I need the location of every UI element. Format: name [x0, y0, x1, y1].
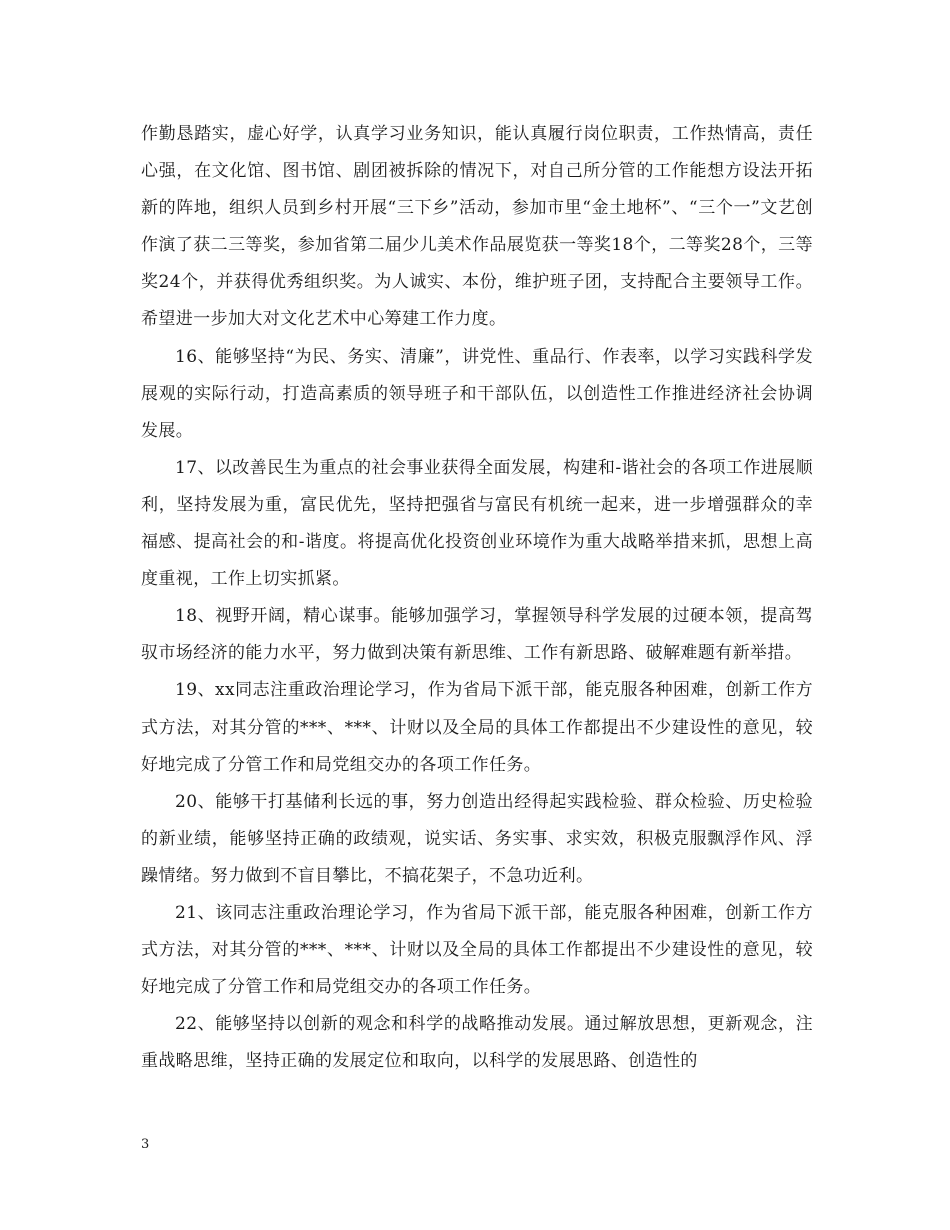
paragraph-19: 19、xx同志注重政治理论学习，作为省局下派干部，能克服各种困难，创新工作方式方法，对其分管的***、***、计财以及全局的具体工作都提出不少建设性的意见，较好地完成了分管工作和局党组交办的各项工作任务。 — [141, 680, 813, 775]
paragraph-22: 22、能够坚持以创新的观念和科学的战略推动发展。通过解放思想，更新观念，注重战略思维，坚持正确的发展定位和取向，以科学的发展思路、创造性的 — [141, 1014, 813, 1072]
paragraph-20: 20、能够干打基储利长远的事，努力创造出经得起实践检验、群众检验、历史检验的新业绩，能够坚持正确的政绩观，说实话、务实事、求实效，积极克服飘浮作风、浮躁情绪。努力做到不盲目攀比，不搞花架子，不急功近利。 — [141, 791, 813, 886]
paragraph-17: 17、以改善民生为重点的社会事业获得全面发展，构建和-谐社会的各项工作进展顺利，坚持发展为重，富民优先，坚持把强省与富民有机统一起来，进一步增强群众的幸福感、提高社会的和-谐度。将提高优化投资创业环境作为重大战略举措来抓，思想上高度重视，工作上切实抓紧。 — [141, 457, 813, 590]
paragraph-21: 21、该同志注重政治理论学习，作为省局下派干部，能克服各种困难，创新工作方式方法，对其分管的***、***、计财以及全局的具体工作都提出不少建设性的意见，较好地完成了分管工作和局党组交办的各项工作任务。 — [141, 902, 813, 998]
page-number: 3 — [141, 1137, 150, 1152]
paragraph-continuation: 作勤恳踏实，虚心好学，认真学习业务知识，能认真履行岗位职责，工作热情高，责任心强，在文化馆、图书馆、剧团被拆除的情况下，对自己所分管的工作能想方设法开拓新的阵地，组织人员到乡村开展“三下乡”活动，参加市里“金土地杯”、“三个一”文艺创作演了获二三等奖，参加省第二届少儿美术作品展览获一等奖18个，二等奖28个，三等奖24个，并获得优秀组织奖。为人诚实、本份，维护班子团，支持配合主要领导工作。希望进一步加大对文化艺术中心筹建工作力度。 — [141, 124, 813, 330]
document-body — [141, 116, 813, 1080]
paragraph-16: 16、能够坚持“为民、务实、清廉”，讲党性、重品行、作表率，以学习实践科学发展观的实际行动，打造高素质的领导班子和干部队伍，以创造性工作推进经济社会协调发展。 — [141, 346, 813, 441]
paragraph-18: 18、视野开阔，精心谋事。能够加强学习，掌握领导科学发展的过硬本领，提高驾驭市场经济的能力水平，努力做到决策有新思维、工作有新思路、破解难题有新举措。 — [141, 606, 813, 664]
